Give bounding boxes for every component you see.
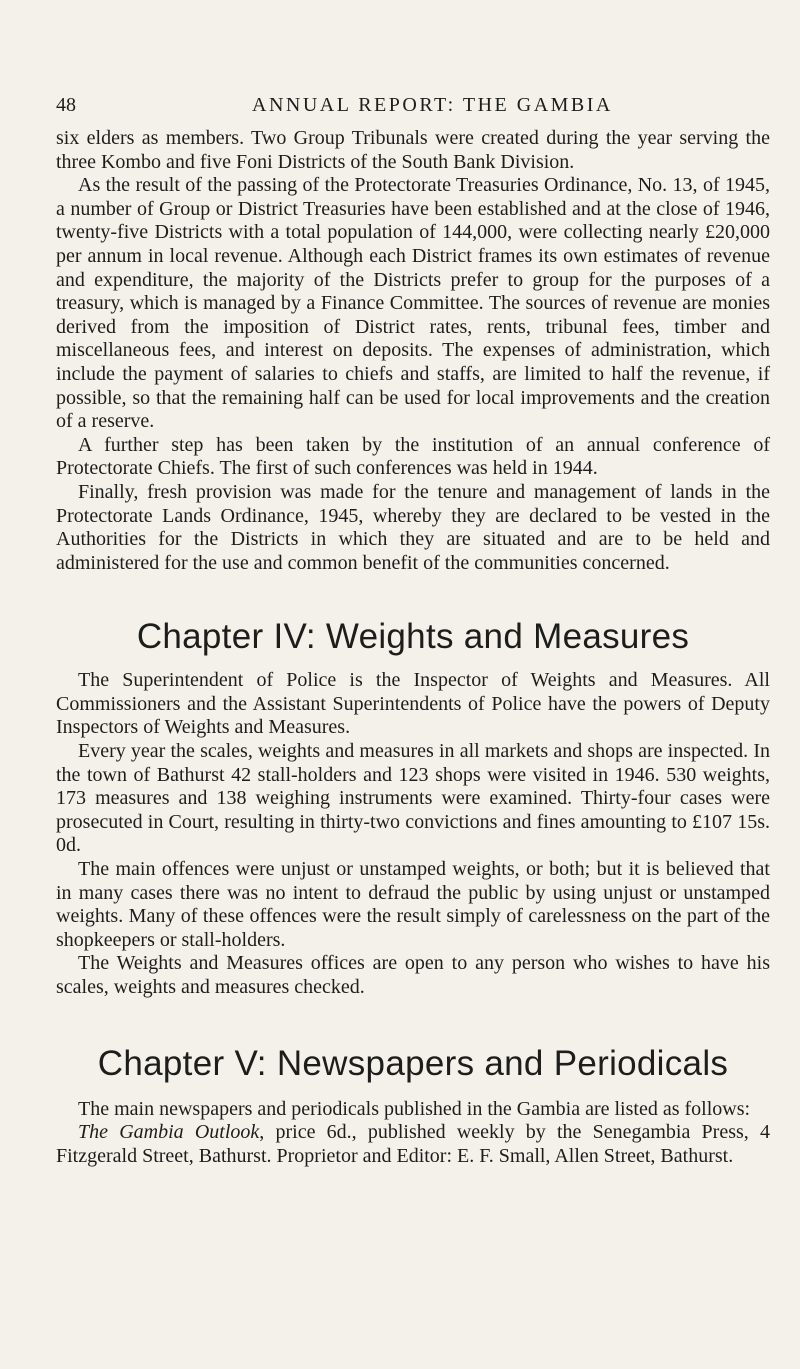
chapter-heading: Chapter V: Newspapers and Periodicals (97, 1043, 729, 1083)
paragraph: The Superintendent of Police is the Inspector of Weights and Measures. All Commissioners and the Assistant Superintendents of Police have the powers of Deputy Inspectors of Weights and Measures. (56, 669, 770, 739)
paragraph: The main newspapers and periodicals published in the Gambia are listed as follows: (78, 1097, 751, 1120)
paragraph: A further step has been taken by the institution of an annual conference of Protectorate Chiefs. The first of such conferences was held in 1944. (56, 433, 770, 480)
paragraph: As the result of the passing of the Protectorate Treasuries Ordinance, No. 13, of 1945, a number of Group or District Treasuries have been established and at the close of 1946, twenty-five Districts with a total population of 144,000, were collecting nearly £20,000 per annum in local revenue. Although each District frames its own estimates of revenue and expenditure, the majority of the Districts prefer to group for the purposes of a treasury, which is managed by a Finance Committee. The sources of revenue are monies derived from the imposition of District rates, rents, tribunal fees, timber and miscellaneous fees, and interest on deposits. The expenses of administration, which include the payment of salaries to chiefs and staffs, are limited to half the revenue, if possible, so that the remaining half can be used for local improvements and the creation of a reserve. (56, 174, 770, 433)
chapter-heading: Chapter IV: Weights and Measures (136, 617, 690, 657)
paragraph: The main offences were unjust or unstamped weights, or both; but it is believed that in many cases there was no intent to defraud the public by using unjust or unstamped weights. Many of these offences were the result simply of carelessness on the part of the shopkeepers or stall-holders. (56, 858, 770, 951)
newspaper-entry (56, 1121, 770, 1168)
page-number: 48 (56, 94, 76, 116)
running-header (56, 94, 770, 126)
body-text (56, 127, 770, 1168)
paragraph: Every year the scales, weights and measures in all markets and shops are inspected. In the town of Bathurst 42 stall-holders and 123 shops were visited in 1946. 530 weights, 173 measures and 138 weighing instruments were examined. Thirty-four cases were prosecuted in Court, resulting in thirty-two convictions and fines amounting to £107 15s. 0d. (56, 740, 770, 857)
running-title: ANNUAL REPORT: THE GAMBIA (252, 94, 613, 116)
paragraph: The Weights and Measures offices are open to any person who wishes to have his scales, weights and measures checked. (56, 952, 770, 998)
paragraph: six elders as members. Two Group Tribunals were created during the year serving the three Kombo and five Foni Districts of the South Bank Division. (56, 127, 770, 173)
paragraph: Finally, fresh provision was made for the tenure and management of lands in the Protectorate Lands Ordinance, 1945, whereby they are declared to be vested in the Authorities for the Districts in which they are situated and are to be held and administered for the use and common benefit of the communities concerned. (56, 480, 770, 574)
newspaper-title: The Gambia Outlook (78, 1121, 260, 1144)
newspaper-details: , price 6d., published weekly by the Senegambia Press, 4 Fitzgerald Street, Bathurst. Proprietor and Editor: E. F. Small, Allen Street, Bathurst. (56, 1121, 770, 1167)
